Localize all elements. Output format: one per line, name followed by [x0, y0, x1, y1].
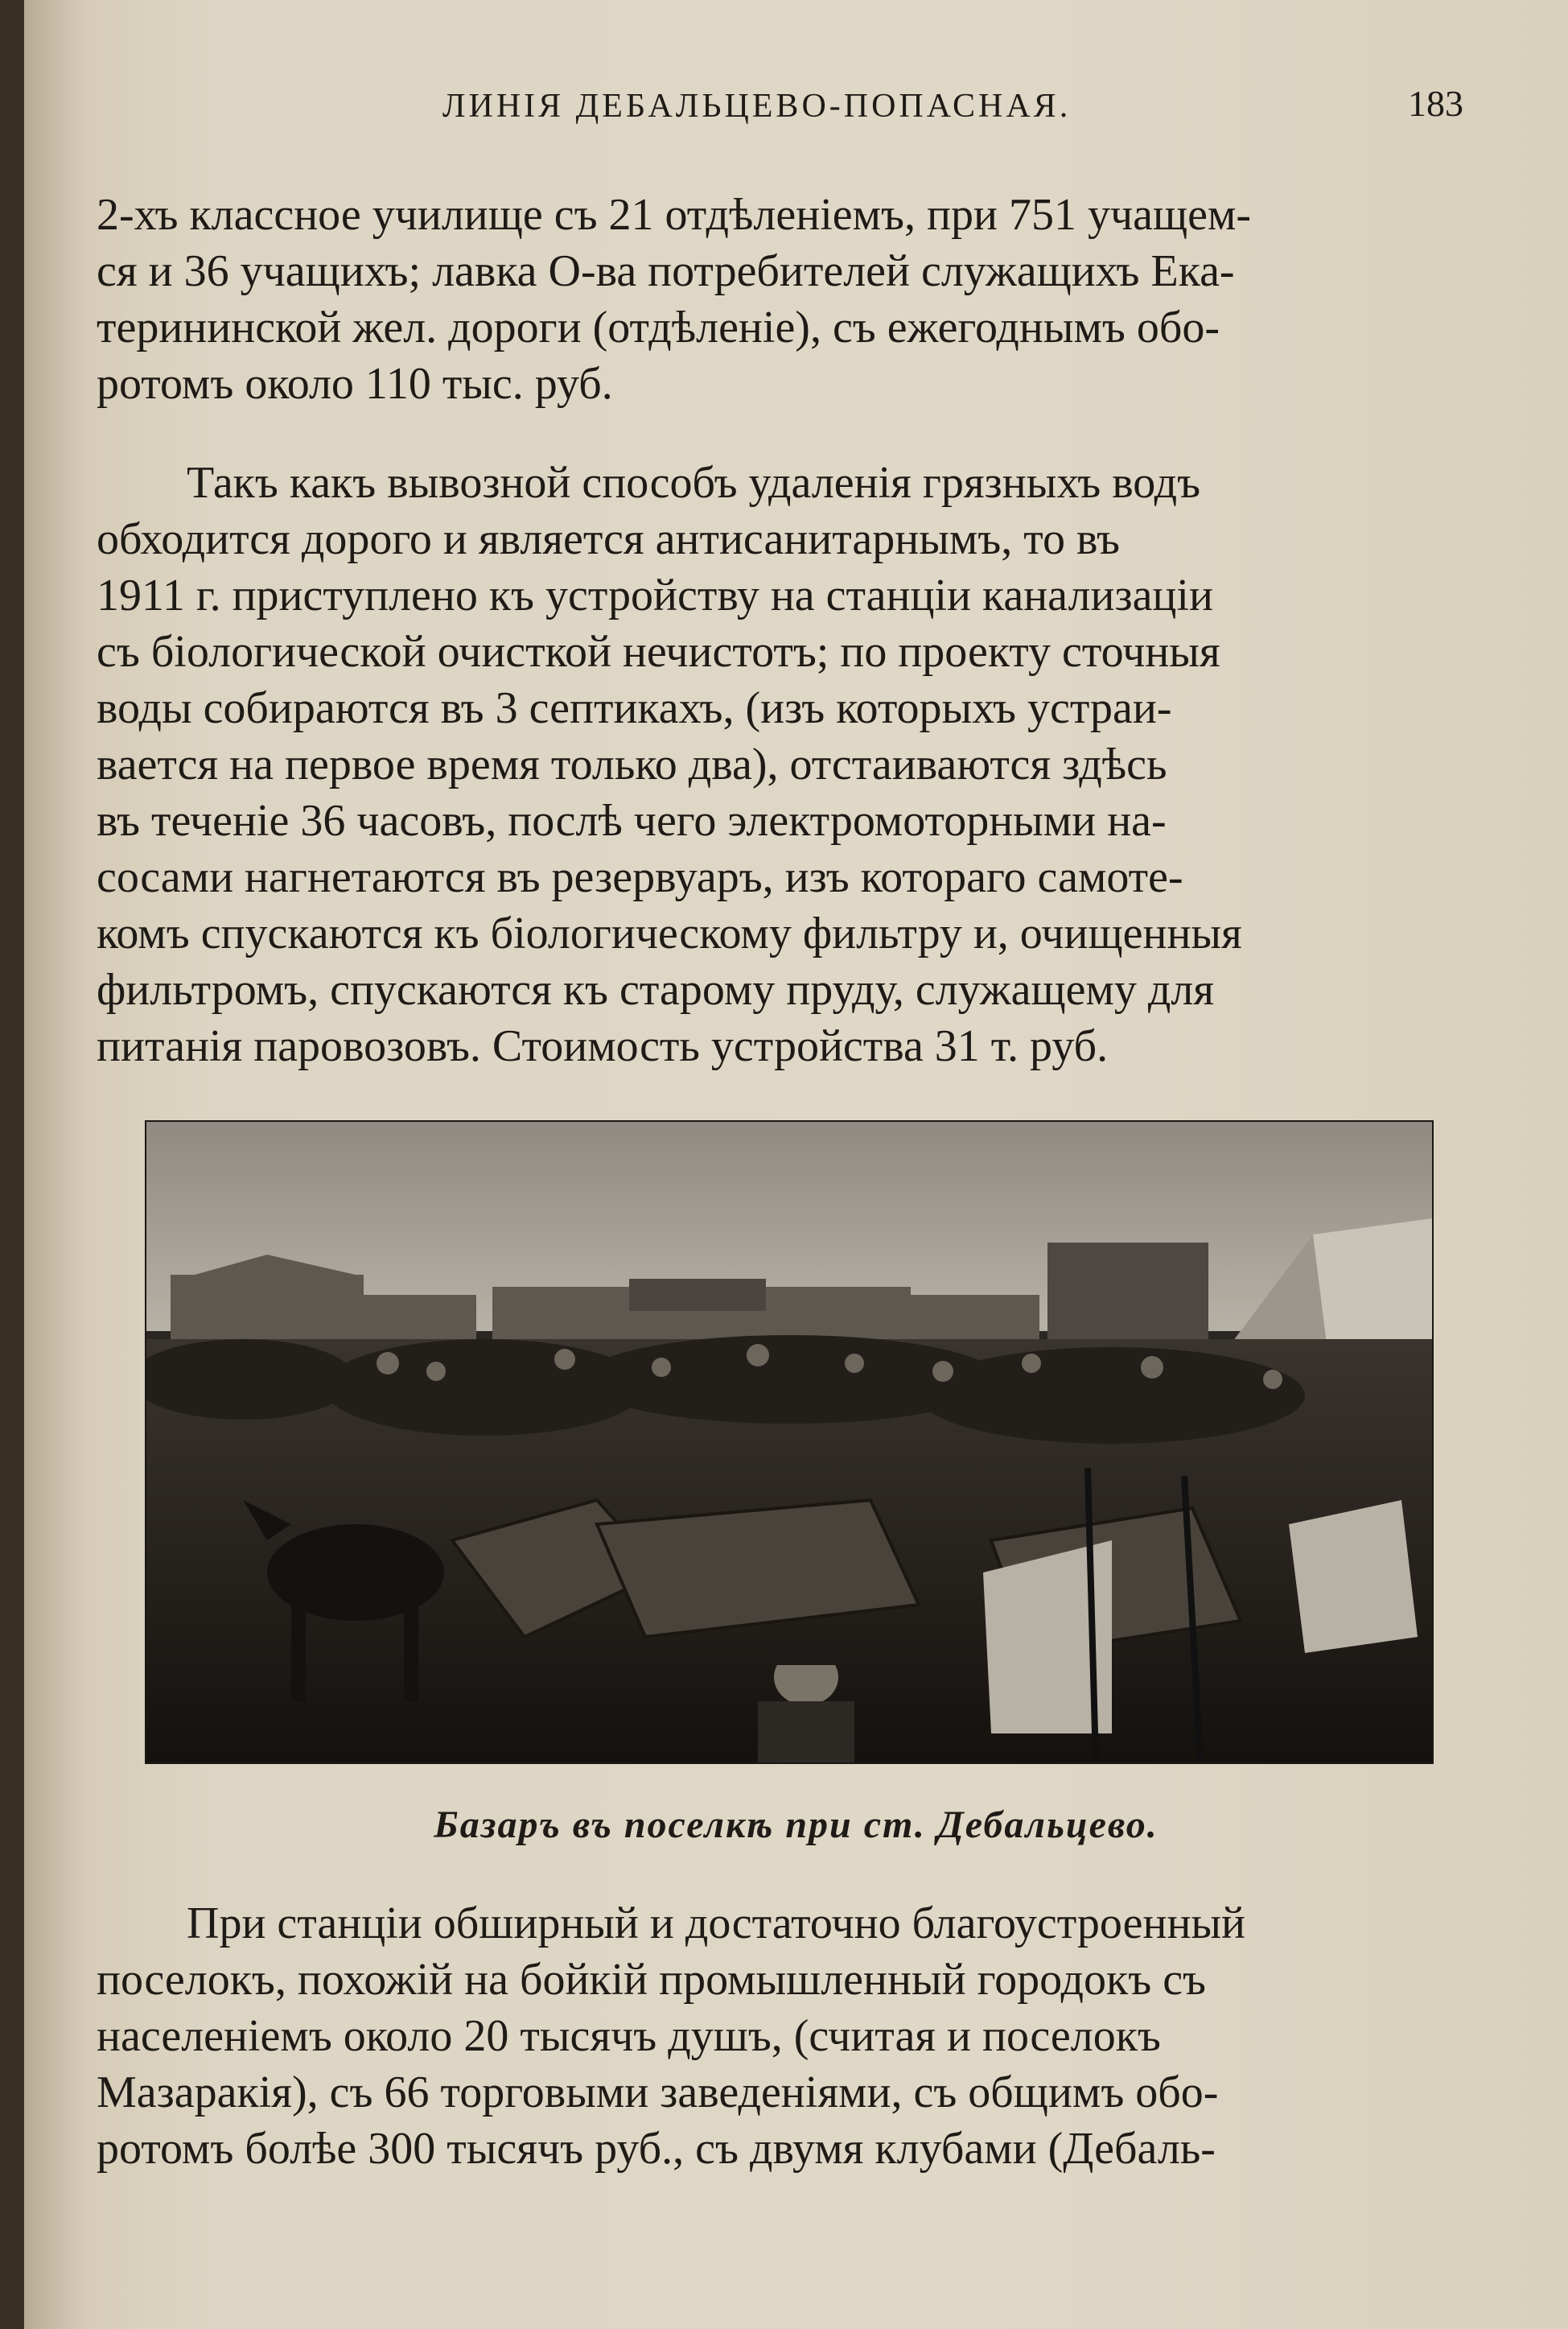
text-line: 1911 г. приступлено къ устройству на станціи канализаціи — [97, 571, 1213, 620]
text-line: 2-хъ классное училище съ 21 отдѣленіемъ, при 751 учащем- — [97, 190, 1252, 240]
text-line: Такъ какъ вывозной способъ удаленія грязныхъ водъ — [187, 458, 1201, 508]
paragraph-settlement — [97, 1895, 1488, 2177]
text-line: ротомъ болѣе 300 тысячъ руб., съ двумя клубами (Дебаль- — [97, 2124, 1216, 2174]
paragraph-school — [97, 187, 1488, 412]
text-line: терининской жел. дороги (отдѣленіе), съ ежегоднымъ обо- — [97, 303, 1220, 352]
text-line: поселокъ, похожій на бойкій промышленный городокъ съ — [97, 1955, 1206, 2005]
text-line: ся и 36 учащихъ; лавка О-ва потребителей служащихъ Ека- — [97, 246, 1235, 296]
text-line: съ біологической очисткой нечистотъ; по проекту сточныя — [97, 627, 1220, 677]
figure-caption: Базаръ въ поселкѣ при ст. Дебальцево. — [434, 1803, 1159, 1846]
text-line: воды собираются въ 3 септикахъ, (изъ которыхъ устраи- — [97, 683, 1172, 733]
text-line: сосами нагнетаются въ резервуаръ, изъ котораго самоте- — [97, 852, 1183, 902]
text-line: Мазаракія), съ 66 торговыми заведеніями, съ общимъ обо- — [97, 2067, 1219, 2117]
text-line: комъ спускаются къ біологическому фильтру и, очищенныя — [97, 909, 1242, 958]
bazaar-photograph — [145, 1120, 1434, 1764]
text-line: фильтромъ, спускаются къ старому пруду, служащему для — [97, 965, 1215, 1015]
text-line: населеніемъ около 20 тысячъ душъ, (считая и поселокъ — [97, 2011, 1161, 2061]
text-line: вается на первое время только два), отстаиваются здѣсь — [97, 740, 1167, 789]
running-head — [24, 83, 1568, 143]
text-line: питанія паровозовъ. Стоимость устройства 31 т. руб. — [97, 1021, 1109, 1071]
photo-illustration — [146, 1122, 1432, 1762]
page-number: 183 — [1408, 83, 1463, 124]
text-line: обходится дорого и является антисанитарнымъ, то въ — [97, 514, 1121, 564]
paragraph-sewerage — [97, 455, 1488, 1074]
text-line: въ теченіе 36 часовъ, послѣ чего электромоторными на- — [97, 796, 1167, 846]
running-title: ЛИНІЯ ДЕБАЛЬЦЕВО-ПОПАСНАЯ. — [442, 88, 1072, 125]
text-line: ротомъ около 110 тыс. руб. — [97, 359, 613, 409]
book-page — [24, 0, 1568, 2329]
text-line: При станціи обширный и достаточно благоустроенный — [187, 1898, 1245, 1948]
